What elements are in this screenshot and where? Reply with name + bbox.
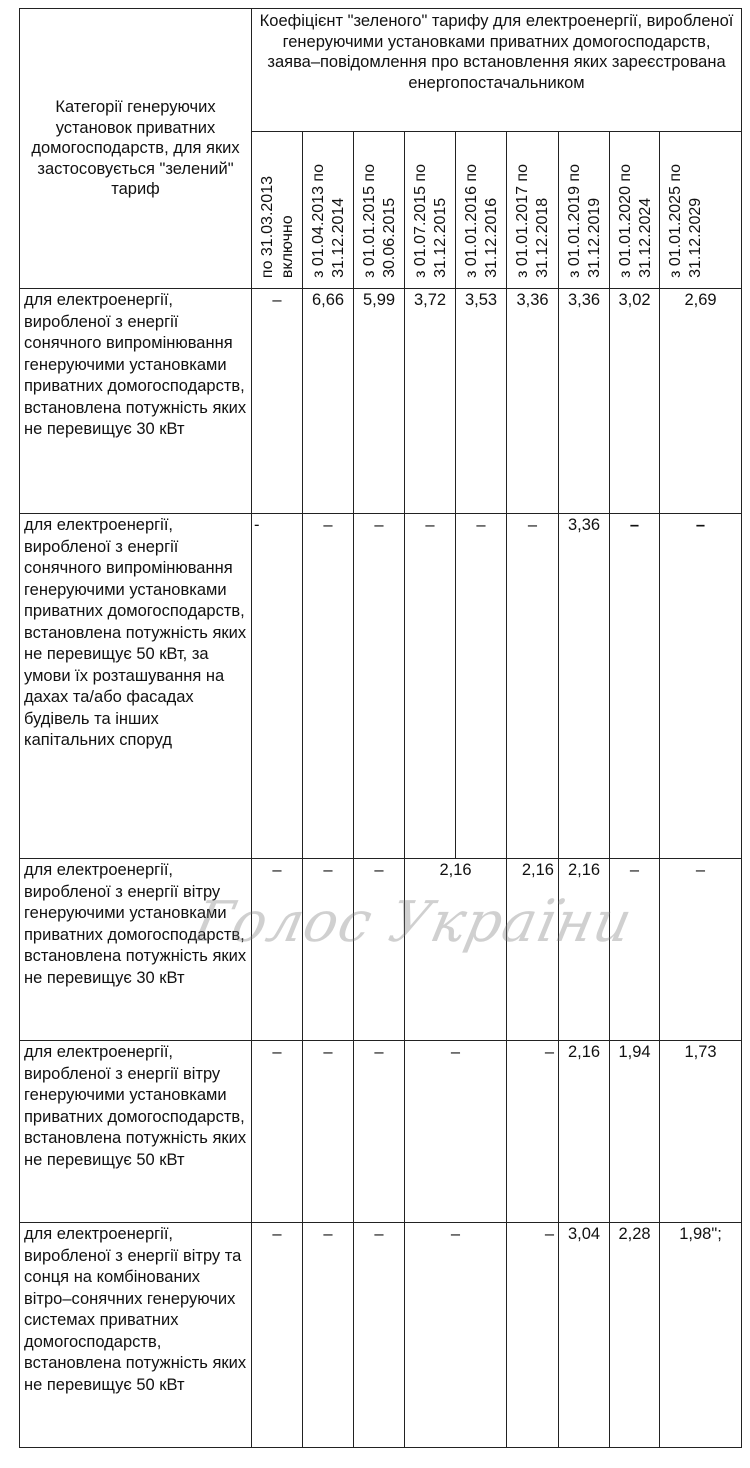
value-cell: 2,16 (507, 859, 559, 1041)
value-cell: 2,16 (559, 859, 610, 1041)
period-header (507, 132, 559, 289)
value-cell: 2,28 (610, 1223, 660, 1448)
value-cell: – (507, 1223, 559, 1448)
value-cell: 2,69 (660, 289, 742, 514)
category-cell: для електроенергії, виробленої з енергії вітру генеруючими установками приватних домогосподарств, встановлена потужність яких не перевищує 50 кВт (20, 1041, 252, 1223)
value-cell: 2,16 (559, 1041, 610, 1223)
value-cell: 3,72 (405, 289, 456, 514)
value-cell: – (660, 859, 742, 1041)
value-cell: – (303, 514, 354, 859)
watermark: Голос України (188, 890, 639, 955)
period-header (303, 132, 354, 289)
value-cell: 6,66 (303, 289, 354, 514)
value-cell: 3,04 (559, 1223, 610, 1448)
table-row (20, 859, 742, 1041)
period-header (456, 132, 507, 289)
period-header (559, 132, 610, 289)
value-cell: 1,94 (610, 1041, 660, 1223)
value-cell: – (610, 859, 660, 1041)
period-label: з 01.01.2015 по 30.06.2015 (361, 164, 398, 278)
value-cell: 3,02 (610, 289, 660, 514)
value-cell: 1,98"; (660, 1223, 742, 1448)
value-cell: – (303, 1223, 354, 1448)
value-cell: – (354, 514, 405, 859)
period-label: з 01.01.2017 по 31.12.2018 (514, 164, 551, 278)
value-cell: – (456, 514, 507, 859)
category-cell: для електроенергії, виробленої з енергії сонячного випромінювання генеруючими установками приватних домогосподарств, встановлена потужність яких не перевищує 30 кВт (20, 289, 252, 514)
value-cell: – (252, 1041, 303, 1223)
period-label: з 01.01.2019 по 31.12.2019 (566, 164, 603, 278)
value-cell: – (405, 1223, 507, 1448)
value-cell: – (507, 1041, 559, 1223)
value-cell: 5,99 (354, 289, 405, 514)
green-tariff-table (19, 8, 742, 1448)
period-header (610, 132, 660, 289)
period-header (354, 132, 405, 289)
value-cell: 3,36 (559, 289, 610, 514)
value-cell: – (303, 859, 354, 1041)
value-cell: – (354, 1041, 405, 1223)
value-cell: – (354, 1223, 405, 1448)
period-header (405, 132, 456, 289)
value-cell: 3,36 (559, 514, 610, 859)
category-cell: для електроенергії, виробленої з енергії вітру та сонця на комбінованих вітро–сонячних генеруючих системах приватних домогосподарств, встановлена потужність яких не перевищує 50 кВт (20, 1223, 252, 1448)
header-row (20, 9, 742, 132)
value-cell: – (252, 289, 303, 514)
period-header (660, 132, 742, 289)
value-cell: 3,36 (507, 289, 559, 514)
table-row (20, 289, 742, 514)
table-row (20, 1041, 742, 1223)
value-cell: – (405, 1041, 507, 1223)
value-cell: - (252, 514, 303, 859)
period-header (252, 132, 303, 289)
coefficient-header: Коефіцієнт "зеленого" тарифу для електроенергії, виробленої генеруючими установками приватних домогосподарств, заява–повідомлення про встановлення яких зареєстрована енергопостачальником (252, 9, 742, 132)
category-header: Категорії генеруючих установок приватних домогосподарств, для яких застосовується "зелений" тариф (20, 9, 252, 289)
value-cell: – (507, 514, 559, 859)
period-label: з 01.07.2015 по 31.12.2015 (412, 164, 449, 278)
table-row (20, 1223, 742, 1448)
table-row (20, 514, 742, 859)
category-cell: для електроенергії, виробленої з енергії вітру генеруючими установками приватних домогосподарств, встановлена потужність яких не перевищує 30 кВт (20, 859, 252, 1041)
period-label: з 01.01.2020 по 31.12.2024 (617, 164, 654, 278)
period-label: з 01.01.2025 по 31.12.2029 (667, 164, 704, 278)
value-cell: – (405, 514, 456, 859)
period-label: з 01.04.2013 по 31.12.2014 (310, 164, 347, 278)
value-cell: – (303, 1041, 354, 1223)
period-label: з 01.01.2016 по 31.12.2016 (463, 164, 500, 278)
value-cell: 1,73 (660, 1041, 742, 1223)
value-cell: – (354, 859, 405, 1041)
value-cell: 3,53 (456, 289, 507, 514)
value-cell: – (252, 1223, 303, 1448)
value-cell: – (252, 859, 303, 1041)
period-label: по 31.03.2013 включно (259, 175, 296, 278)
value-cell: 2,16 (405, 859, 507, 1041)
value-cell: – (610, 514, 660, 859)
category-cell: для електроенергії, виробленої з енергії сонячного випромінювання генеруючими установками приватних домогосподарств, встановлена потужність яких не перевищує 50 кВт, за умови їх розташування на дахах та/або фасадах будівель та інших капітальних споруд (20, 514, 252, 859)
value-cell: – (660, 514, 742, 859)
